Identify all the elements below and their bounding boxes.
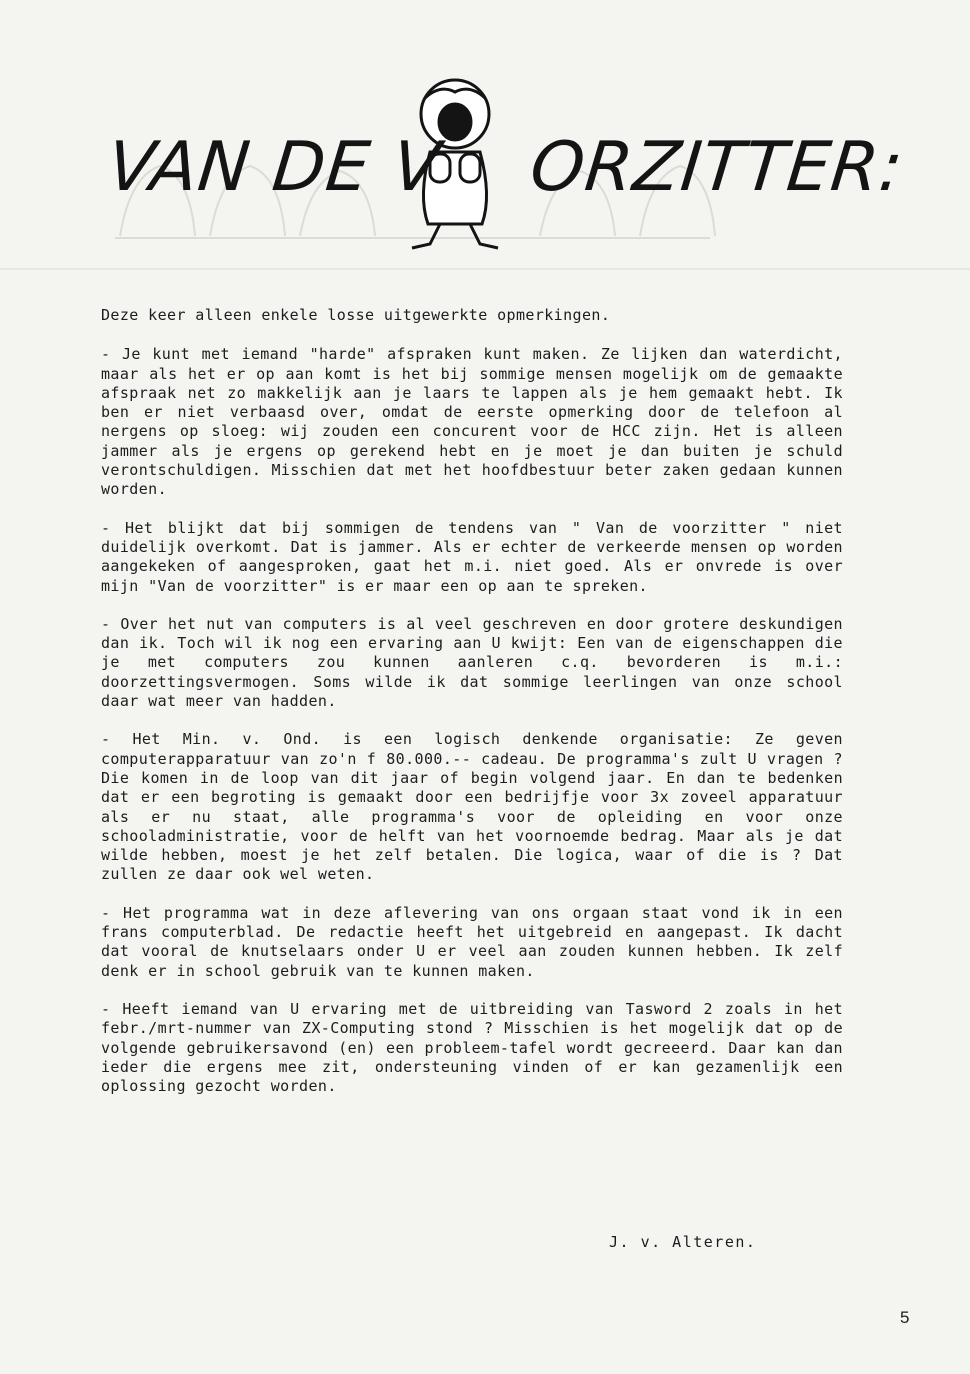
figure-leg-left [412, 224, 440, 248]
page-fold-line [0, 268, 970, 270]
paragraph-computers: - Over het nut van computers is al veel geschreven en door grotere deskundigen dan ik. Toch wil ik nog een ervaring aan U kwijt: Een van de eigenschappen die je met computers zou kunnen aanleren c.q. bevorderen is m.i.: doorzettingsvermogen. Soms wilde ik dat sommige leerlingen van onze school daar wat meer van hadden. [101, 614, 843, 711]
paragraph-programma: - Het programma wat in deze aflevering van ons orgaan staat vond ik in een frans computerblad. De redactie heeft het uitgebreid en aangepast. Ik dacht dat vooral de knutselaars onder U er veel aan zouden kunnen hebben. Ik zelf denk er in school gebruik van te kunnen maken. [101, 903, 843, 980]
paragraph-ministerie: - Het Min. v. Ond. is een logisch denkende organisatie: Ze geven computerapparatuur van zo'n f 80.000.-- cadeau. De programma's zult U vragen ? Die komen in de loop van dit jaar of begin volgend jaar. En dan te bedenken dat er een begroting is gemaakt door een bedrijfje voor 3x zoveel apparatuur als er nu staat, alle programma's voor de opleiding en voor onze schooladministratie, voor de helft van het voornoemde bedrag. Maar als je dat wilde hebben, moest je het zelf betalen. Die logica, waar of die is ? Dat zullen ze daar ook wel weten. [101, 730, 843, 884]
paragraph-tendens: - Het blijkt dat bij sommigen de tendens van " Van de voorzitter " niet duidelijk overkomt. Dat is jammer. Als er echter de verkeerde mensen op worden aangekeken of aangesproken, gaat het m.i. niet goed. Als er onvrede is over mijn "Van de voorzitter" is er maar een op aan te spreken. [101, 518, 843, 595]
page-header [100, 56, 908, 256]
page-title: VAN DE V ORZITTER: [103, 128, 908, 207]
page-number: 5 [900, 1308, 910, 1327]
figure-leg-right [470, 224, 498, 248]
paragraph-afspraken: - Je kunt met iemand "harde" afspraken kunt maken. Ze lijken dan waterdicht, maar als het er op aan komt is het bij sommige mensen mogelijk om de gemaakte afspraak net zo makkelijk aan je laars te lappen als je hem gemaakt hebt. Ik ben er niet verbaasd over, omdat de eerste opmerking door de telefoon al nergens op sloeg: wij zouden een concurent voor de HCC zijn. Het is alleen jammer als je ergens op gerekend hebt en je moet je dan buiten je schuld verontschuldigen. Misschien dat met het hoofdbestuur beter zaken gedaan kunnen worden. [101, 345, 843, 499]
article-body [101, 306, 843, 1115]
paragraph-tasword: - Heeft iemand van U ervaring met de uitbreiding van Tasword 2 zoals in het febr./mrt-nummer van ZX-Computing stond ? Misschien is het mogelijk dat op de volgende gebruikersavond (en) een probleem-tafel wordt gecreeerd. Daar kan dan ieder die ergens mee zit, ondersteuning vinden of er kan gezamenlijk een oplossing gezocht worden. [101, 999, 843, 1096]
author-signature: J. v. Alteren. [609, 1233, 757, 1251]
paragraph-intro: Deze keer alleen enkele losse uitgewerkte opmerkingen. [101, 306, 611, 324]
